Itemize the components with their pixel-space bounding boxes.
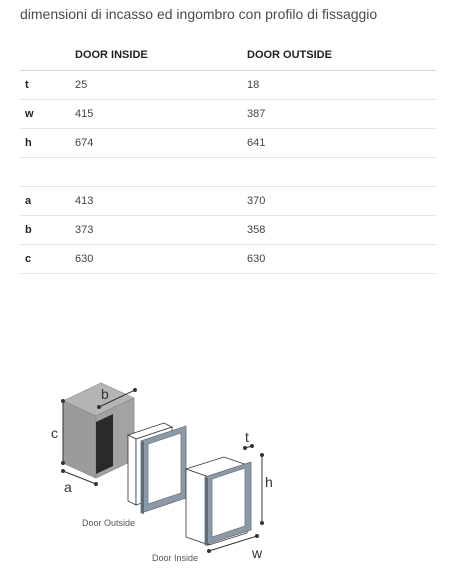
row-door-outside (247, 158, 436, 187)
cavity-opening (96, 414, 113, 474)
row-door-outside: 358 (247, 216, 436, 245)
row-door-inside: 25 (75, 71, 247, 100)
row-door-outside: 18 (247, 71, 436, 100)
row-door-outside: 370 (247, 187, 436, 216)
table-row (20, 245, 436, 274)
page-heading: dimensioni di incasso ed ingombro con profilo di fissaggio (20, 6, 378, 22)
row-door-inside: 415 (75, 100, 247, 129)
label-h: h (265, 474, 273, 490)
row-door-outside: 630 (247, 245, 436, 274)
row-key (20, 158, 75, 187)
label-t: t (245, 429, 249, 445)
row-door-outside: 641 (247, 129, 436, 158)
door-inside-panel (212, 468, 245, 537)
row-door-inside: 630 (75, 245, 247, 274)
door-inside-unit (186, 457, 251, 546)
row-key: c (20, 245, 75, 274)
row-door-inside: 373 (75, 216, 247, 245)
row-door-inside (75, 158, 247, 187)
door-outside-panel (148, 433, 181, 504)
installation-diagram (0, 380, 452, 584)
row-door-inside: 674 (75, 129, 247, 158)
cavity-box (63, 383, 134, 478)
table-row (20, 129, 436, 158)
header-key (20, 39, 75, 71)
header-door-outside: DOOR OUTSIDE (247, 39, 436, 71)
table-row (20, 187, 436, 216)
label-c: c (51, 425, 58, 441)
dimensions-table (20, 39, 436, 274)
label-a: a (64, 479, 72, 495)
row-door-inside: 413 (75, 187, 247, 216)
row-door-outside: 387 (247, 100, 436, 129)
door-outside-unit (128, 423, 186, 514)
table-row (20, 216, 436, 245)
row-key: w (20, 100, 75, 129)
row-key: b (20, 216, 75, 245)
row-key: a (20, 187, 75, 216)
caption-door-outside: Door Outside (82, 518, 136, 528)
label-w: w (252, 545, 263, 561)
table-row (20, 71, 436, 100)
caption-door-inside: Door Inside (152, 553, 199, 563)
table-row (20, 100, 436, 129)
table-header-row (20, 39, 436, 71)
header-door-inside: DOOR INSIDE (75, 39, 247, 71)
door-outside-frame-edge (141, 441, 144, 514)
row-key: t (20, 71, 75, 100)
door-inside-frame-edge (205, 477, 208, 546)
row-key: h (20, 129, 75, 158)
table-row-empty (20, 158, 436, 187)
label-b: b (101, 386, 109, 402)
door-outside-body-front (128, 435, 136, 505)
